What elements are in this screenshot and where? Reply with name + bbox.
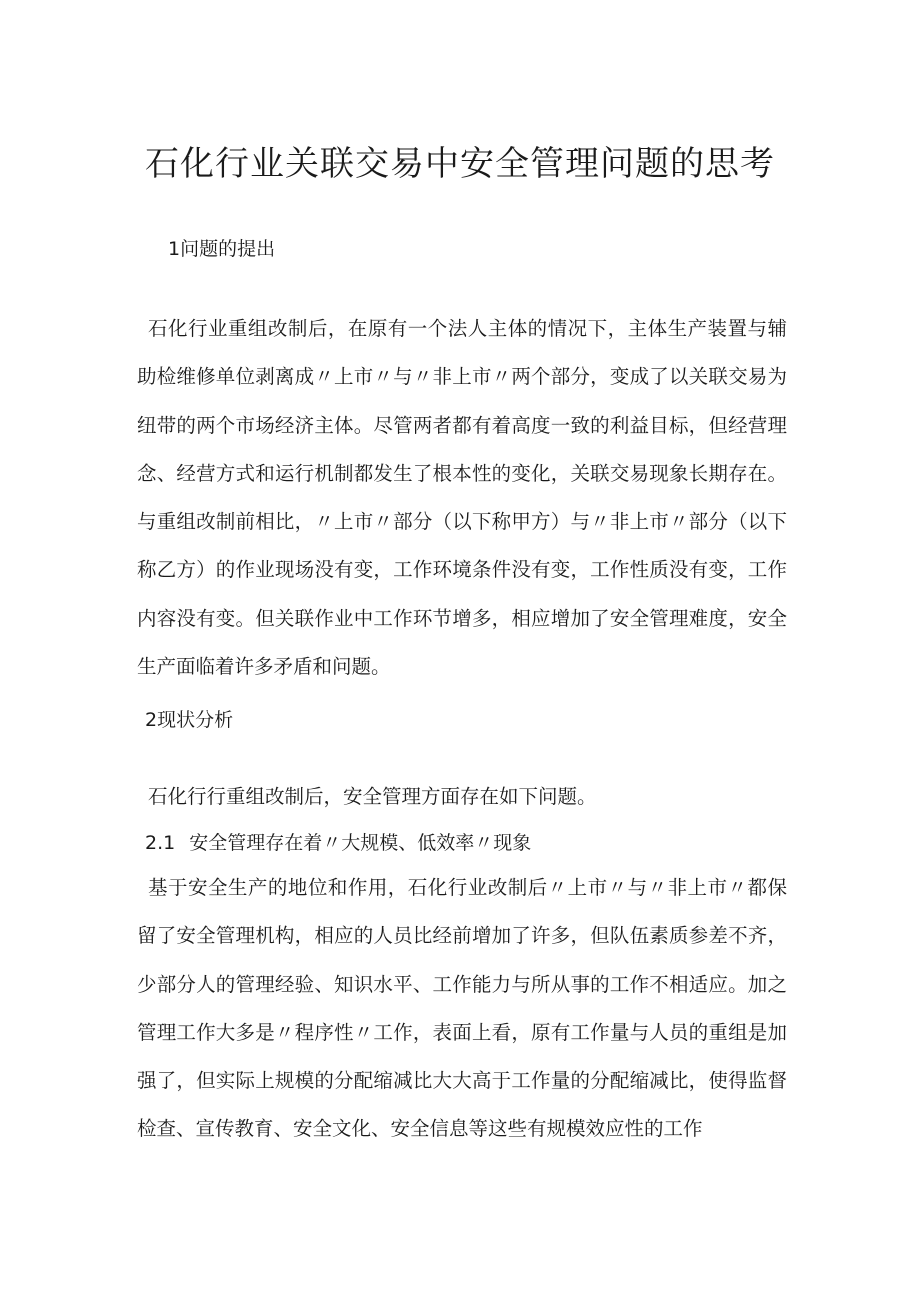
section-2-heading: 2现状分析 bbox=[145, 709, 234, 731]
section-2-1-heading bbox=[145, 830, 531, 856]
section-2-1-heading-text: 安全管理存在着〃大规模、低效率〃现象 bbox=[189, 832, 532, 854]
document-title: 石化行业关联交易中安全管理问题的思考 bbox=[145, 144, 775, 184]
section-2-1-number: 2.1 bbox=[145, 832, 176, 854]
section-2-1-paragraph: 基于安全生产的地位和作用，石化行业改制后〃上市〃与〃非上市〃都保留了安全管理机构，相应的人员比经前增加了许多，但队伍素质参差不齐，少部分人的管理经验、知识水平、工作能力与所从事的工作不相适应。加之管理工作大多是〃程序性〃工作，表面上看，原有工作量与人员的重组是加强了，但实际上规模的分配缩减比大大高于工作量的分配缩减比，使得监督检查、宣传教育、安全文化、安全信息等这些有规模效应性的工作 bbox=[137, 876, 787, 1141]
section-2-intro: 石化行行重组改制后，安全管理方面存在如下问题。 bbox=[148, 785, 597, 808]
section-1-heading: 1问题的提出 bbox=[168, 238, 276, 260]
section-1-paragraph: 石化行业重组改制后，在原有一个法人主体的情况下，主体生产装置与辅助检维修单位剥离成〃上市〃与〃非上市〃两个部分，变成了以关联交易为纽带的两个市场经济主体。尽管两者都有着高度一致的利益目标，但经营理念、经营方式和运行机制都发生了根本性的变化，关联交易现象长期存在。与重组改制前相比，〃上市〃部分（以下称甲方）与〃非上市〃部分（以下称乙方）的作业现场没有变，工作环境条件没有变，工作性质没有变，工作内容没有变。但关联作业中工作环节增多，相应增加了安全管理难度，安全生产面临着许多矛盾和问题。 bbox=[137, 317, 787, 679]
